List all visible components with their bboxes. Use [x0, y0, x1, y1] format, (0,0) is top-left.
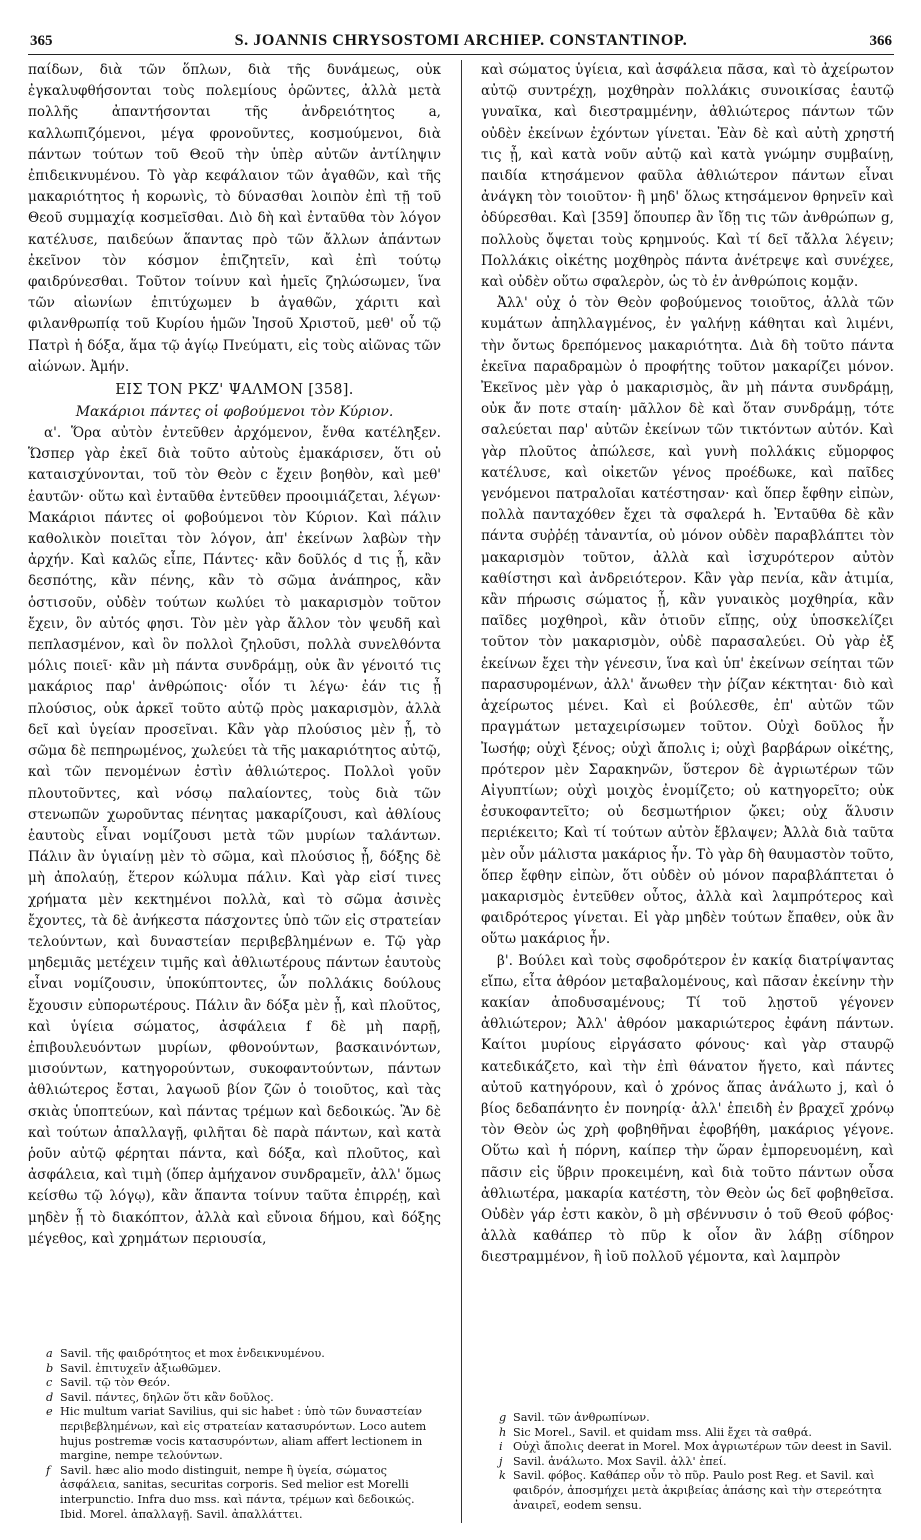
text-columns — [28, 60, 894, 1523]
psalm-verse: Μακάριοι πάντες οἱ φοβούμενοι τὸν Κύριον. — [75, 404, 394, 421]
footnote — [28, 1391, 441, 1406]
left-paragraph-2: α'. Ὅρα αὐτὸν ἐντεῦθεν ἀρχόμενον, ἔνθα κατέληξεν. Ὥσπερ γὰρ ἐκεῖ διὰ τοῦτο αὐτοὺς ἐμακάρισεν, ὅτι οὐ καταισχύνονται, τοῦ τὸν Θεὸν c ἔχειν βοηθὸν, καὶ μεθ' ἑαυτῶν· οὕτω καὶ ἐνταῦθα ἐντεῦθεν προοιμιάζεται, λέγων· Μακάριοι πάντες οἱ φοβούμενοι τὸν Κύριον. Καὶ πάλιν καθολικὸν ποιεῖται τὸν λόγον, ἀπ' ἐκείνων λαβὼν τὴν ἀρχήν. Καὶ καλῶς εἶπε, Πάντες· κἂν δοῦλός d τις ᾖ, κἂν δεσπότης, κἂν πένης, κἂν τὸ σῶμα ἀνάπηρος, κἂν ὁστισοῦν, οὐδὲν τούτων κωλύει τὸ μακαρισμὸν τοῦτον ἔχειν, ὃν αὐτός φησι. Τὸν μὲν γὰρ ἄλλον τὸν ψευδῆ καὶ πεπλασμένον, καὶ ὃν πολλοὶ ζηλοῦσι, πολλὰ συνελθόντα μόλις ποιεῖ· κἂν μὴ πάντα συνδράμῃ, οὐκ ἂν γένοιτό τις μακάριος παρ' ἀνθρώποις· οἷόν τι λέγω· ἐάν τις ᾖ πλούσιος, οὐκ ἀρκεῖ τοῦτο αὐτῷ πρὸς μακαρισμὸν, ἀλλὰ δεῖ καὶ ὑγείαν προσεῖναι. Κἂν γὰρ πλούσιος μὲν ᾖ, τὸ σῶμα δὲ πεπηρωμένος, χωλεύει τὰ τῆς μακαριότητος αὐτῷ, καὶ τῶν πενομένων ἐστὶν ἀθλιώτερος. Πολλοὶ γοῦν πλουτοῦντες, καὶ νόσῳ παλαίοντες, τοὺς διὰ τῶν στενωπῶν χωροῦντας πένητας μακαρίζουσι, καὶ ἀθλίους ἑαυτοὺς εἶναι νομίζουσι μετὰ τῶν μυρίων ταλάντων. Πάλιν ἂν ὑγιαίνῃ μὲν τὸ σῶμα, καὶ πλούσιος ᾖ, δόξης δὲ μὴ ἀπολαύῃ, ἕτερον κώλυμα πάλιν. Καὶ γὰρ εἰσί τινες χρήματα μὲν κεκτημένοι πολλὰ, καὶ τὸ σῶμα ἀσινὲς ἔχοντες, τὰ δὲ ἀνήκεστα πάσχοντες ὑπὸ τῶν εἰς στρατείαν τελούντων, καὶ δυναστείαν περιβεβλημένων e. Τῷ γὰρ μηδεμιᾶς μετέχειν τιμῆς καὶ ἀθλιωτέρους πάντων ἑαυτοὺς εἶναι νομίζουσιν, ὑποκύπτοντες, ὧν πολλάκις δούλους ἔχουσιν εὐπορωτέρους. Πάλιν ἂν δόξα μὲν ᾖ, καὶ πλοῦτος, καὶ ὑγίεια σώματος, ἀσφάλεια f δὲ μὴ παρῇ, ἐπιβουλευόντων μυρίων, φθονούντων, βασκαινόντων, μισούντων, κατηγορούντων, συκοφαντούντων, πάντων ἀθλιώτερος ἔσται, λαγωοῦ βίον ζῶν ὁ τοιοῦτος, καὶ τὰς σκιὰς ὑποπτεύων, καὶ πάντας τρέμων καὶ δεδοικώς. Ἂν δὲ καὶ τούτων ἀπαλλαγῇ, φιλῆται δὲ παρὰ πάντων, καὶ κατὰ ῥοῦν αὐτῷ φέρηται πάντα, καὶ δόξα, καὶ πλοῦτος, καὶ ἀσφάλεια, καὶ τιμὴ (ὅπερ ἀμήχανον συνδραμεῖν, ἀλλ' ὅμως κείσθω τῷ λόγῳ), κἂν ἅπαντα τοίνυν ταῦτα ἐπιρρέῃ, καὶ μηδὲν ᾖ τὸ διακόπτον, ἀλλὰ καὶ εὔνοια δήμου, καὶ δόξης μέγεθος, καὶ χρημάτων περιουσία, — [28, 425, 441, 1247]
footnote-mark: j — [499, 1454, 503, 1468]
left-paragraph-1: παίδων, διὰ τῶν ὅπλων, διὰ τῆς δυνάμεως, οὐκ ἐγκαλυφθήσονται τοὺς πολεμίους ὁρῶντες, ἀλλὰ μετὰ πολλῆς ἀπαντήσονται τῆς ἀνδρειότητος a, καλλωπιζόμενοι, μέγα φρονοῦντες, κοσμούμενοι, διὰ πάντων τούτων τοῦ Θεοῦ τὴν ὑπὲρ αὐτῶν ἀντίληψιν ἐπιδεικνυμένου. Τὸ γὰρ κεφάλαιον τῶν ἀγαθῶν, καὶ τῆς μακαριότητος ἡ κορωνὶς, τὸ δύνασθαι λοιπὸν ἐπὶ τῇ τοῦ Θεοῦ συμμαχίᾳ κοσμεῖσθαι. Διὸ δὴ καὶ ἐνταῦθα τὸν λόγον κατέλυσε, παιδεύων ἅπαντας πρὸ τῶν ἄλλων ἁπάντων ἐκεῖνον τὸν κόσμον ἐπιζητεῖν, καὶ ἐπὶ τούτῳ φαιδρύνεσθαι. Τοῦτον τοίνυν καὶ ἡμεῖς ζηλώσωμεν, ἵνα τῶν αἰωνίων ἐπιτύχωμεν b ἀγαθῶν, χάριτι καὶ φιλανθρωπίᾳ τοῦ Κυρίου ἡμῶν Ἰησοῦ Χριστοῦ, μεθ' οὗ τῷ Πατρὶ ἡ δόξα, ἅμα τῷ ἁγίῳ Πνεύματι, εἰς τοὺς αἰῶνας τῶν αἰώνων. Ἀμήν. — [28, 62, 441, 375]
footnote-text: Hic multum variat Savilius, qui sic habet : ὑπὸ τῶν δυναστείαν περιβεβλημένων, καὶ εἰς στρατείαν κατασυρόντων. Loco autem hujus postremæ vocis κατασυρόντων, aliam affert lectionem in margine, nempe τελούντων. — [60, 1405, 427, 1463]
right-paragraph-1: καὶ σώματος ὑγίεια, καὶ ἀσφάλεια πᾶσα, καὶ τὸ ἀχείρωτον αὐτῷ συντρέχῃ, μοχθηρὰν πολλάκις συνοικίσας ἑαυτῷ γυναῖκα, καὶ διεστραμμένην, ἀθλιώτερος πάντων τῶν οὐδὲν ἐκείνων ἐχόντων γίνεται. Ἐὰν δὲ καὶ αὐτὴ χρηστή τις ᾖ, καὶ κατὰ νοῦν αὐτῷ καὶ κατὰ γνώμην συμβαίνῃ, παιδία κτησάμενον φαῦλα ἀθλιώτερον πάντων εἶναι ἀνάγκη τὸν τοιοῦτον· ἢ μηδ' ὅλως κτησάμενον θρηνεῖν καὶ ὀδύρεσθαι. Καὶ [359] ὅπουπερ ἂν ἴδῃ τις τῶν ἀνθρώπων g, πολλοὺς ὄψεται τοὺς κρημνούς. Καὶ τί δεῖ τἄλλα λέγειν; Πολλάκις οἰκέτης μοχθηρὸς πάντα ἀνέτρεψε καὶ συνέχεε, καὶ οὐδὲν οὕτω σφαλερὸν, ὡς τὸ ἐν ἀνθρώποις κομᾷν. — [481, 62, 894, 291]
footnote-text: Savil. ἐπιτυχεῖν ἀξιωθῶμεν. — [60, 1361, 222, 1375]
right-footnotes — [481, 1411, 894, 1513]
footnote-text: Savil. τῶν ἀνθρωπίνων. — [513, 1411, 650, 1424]
footnote-mark: d — [46, 1390, 54, 1404]
footnote-mark: c — [46, 1376, 53, 1390]
page-number-left: 365 — [30, 32, 53, 49]
footnote — [28, 1362, 441, 1377]
footnote — [28, 1464, 441, 1522]
footnote-text: Sic Morel., Savil. et quidam mss. Alii ἔχει τὰ σαθρά. — [513, 1425, 812, 1439]
footnote — [28, 1347, 441, 1362]
right-column — [481, 60, 894, 1523]
left-column — [28, 60, 441, 1523]
page-number-right: 366 — [869, 32, 892, 49]
running-header — [28, 28, 894, 55]
footnote-text: Savil. ἀνάλωτο. Mox Savil. ἀλλ' ἐπεί. — [513, 1454, 727, 1468]
footnote-mark: h — [499, 1425, 507, 1439]
footnote-text: Savil. τῆς φαιδρότητος et mox ἐνδεικνυμένου. — [60, 1347, 325, 1360]
footnote-mark: i — [499, 1440, 503, 1454]
footnote — [481, 1455, 894, 1470]
footnote-mark: f — [46, 1463, 51, 1477]
footnote-text: Οὐχὶ ἄπολις deerat in Morel. Mox ἀγριωτέρων τῶν deest in Savil. — [513, 1440, 892, 1454]
left-main-text — [28, 60, 441, 1344]
footnote — [481, 1469, 894, 1513]
footnote — [28, 1405, 441, 1463]
footnote-text: Savil. τῷ τὸν Θεόν. — [60, 1376, 171, 1390]
right-main-text — [481, 60, 894, 1404]
footnote-mark: k — [499, 1469, 506, 1483]
psalm-heading: ΕΙΣ ΤΟΝ ΡΚΖ' ΨΑΛΜΟΝ [358]. — [115, 382, 354, 399]
right-paragraph-2: Ἀλλ' οὐχ ὁ τὸν Θεὸν φοβούμενος τοιοῦτος, ἀλλὰ τῶν κυμάτων ἀπηλλαγμένος, ἐν γαλήνῃ κάθηται καὶ λιμένι, τὴν ὄντως δρεπόμενος μακαριότητα. Διὰ δὴ τοῦτο πάντα ἐκεῖνα παραδραμὼν ὁ προφήτης τοῦτον μακαρίζει μόνον. Ἐκεῖνος μὲν γὰρ ὁ μακαρισμὸς, ἂν μὴ πάντα συνδράμῃ, οὐκ ἄν ποτε σταίη· μᾶλλον δὲ καὶ ὅταν συνδράμῃ, τότε σαλεύεται παρ' αὐτῶν ἐκείνων τῶν τικτόντων αὐτόν. Καὶ γὰρ πλοῦτος ἀπώλεσε, καὶ γυνὴ πολλάκις εὔμορφος κατέλυσε, καὶ οἰκετῶν γένος προέδωκε, καὶ παῖδες γενόμενοι πατραλοῖαι κατέστησαν· καὶ ὅπερ ἔφθην εἰπὼν, πολλὰ πανταχόθεν ἔχει τὰ σφαλερά h. Ἐνταῦθα δὲ κἂν πάντα συῤῥέῃ τἀναντία, οὐ μόνον οὐδὲν παραβλάπτει τὸν μακαρισμὸν τοῦτον, ἀλλὰ καὶ ἰσχυρότερον αὐτὸν καθίστησι καὶ ἀνδρειότερον. Κἂν γὰρ πενία, κἂν ἀτιμία, κἂν πήρωσις σώματος ᾖ, κἂν γυναικὸς μοχθηρία, κἂν παῖδες μοχθηροὶ, κἂν ὁτιοῦν εἴπῃς, οὐχ ὑποσκελίζει τοῦτον τὸν μακαρισμὸν, οὐδὲ παρασαλεύει. Οὐ γὰρ ἐξ ἐκείνων ἔχει τὴν γένεσιν, ἵνα καὶ ὑπ' ἐκείνων σείηται τῶν παρασυρομένων, ἀλλ' ἄνωθεν τὴν ῥίζαν κέκτηται· διὸ καὶ ἀχείρωτος μένει. Καὶ εἰ βούλεσθε, ἐπ' αὐτῶν τῶν πραγμάτων μεταχειρίσωμεν τοῦτον. Οὐχὶ δοῦλος ἦν Ἰωσήφ; οὐχὶ ξένος; οὐχὶ ἄπολις i; οὐχὶ βαρβάρων οἰκέτης, πρότερον μὲν Σαρακηνῶν, ὕστερον δὲ ἀγριωτέρων τῶν Αἰγυπτίων; οὐχὶ μοιχὸς ἐνομίζετο; οὐ κατηγορεῖτο; οὐκ ἐσυκοφαντεῖτο; οὐ δεσμωτήριον ᾤκει; οὐχ ἅλυσιν περιέκειτο; Καὶ τί τούτων αὐτὸν ἔβλαψεν; Ἀλλὰ διὰ ταῦτα μὲν οὖν μάλιστα μακάριος ἦν. Τὸ γὰρ δὴ θαυμαστὸν τοῦτο, ὅπερ ἔφθην εἰπὼν, ὅτι οὐδὲν οὐ μόνον παραβλάπτεται ὁ μακαρισμὸς ἐντεῦθεν οὗτος, ἀλλὰ καὶ λαμπρότερος καὶ φαιδρότερος γίνεται. Εἰ γὰρ μηδὲν τούτων ἔπαθεν, οὐκ ἂν οὕτω μακάριος ἦν. — [481, 295, 894, 948]
footnote-text: Savil. hæc alio modo distinguit, nempe ἢ ὑγεία, σώματος ἀσφάλεια, sanitas, securitas corporis. Sed melior est Morelli interpunctio. Infra duo mss. καὶ πάντα, τρέμων καὶ δεδοικώς. Ibid. Morel. ἀπαλλαγῇ. Savil. ἀπαλλάττει. — [60, 1463, 415, 1521]
footnote — [481, 1426, 894, 1441]
right-paragraph-3: β'. Βούλει καὶ τοὺς σφοδρότερον ἐν κακίᾳ διατρίψαντας εἴπω, εἶτα ἀθρόον μεταβαλομένους, καὶ πᾶσαν ἐκείνην τὴν κακίαν ἀποδυσαμένους; Τί τοῦ λῃστοῦ γέγονεν ἀθλιώτερον; Ἀλλ' ἀθρόον μακαριώτερος ἐφάνη πάντων. Καίτοι μυρίους εἰργάσατο φόνους· καὶ γὰρ σταυρῷ κατεδικάζετο, καὶ τὴν ἐπὶ θάνατον ἤγετο, καὶ πάντες αὐτοῦ κατηγόρουν, καὶ ὁ χρόνος ἅπας ἀνάλωτο j, καὶ ὁ βίος δεδαπάνητο ἐν πονηρίᾳ· ἀλλ' ἐπειδὴ ἐν βραχεῖ χρόνῳ τὸν Θεὸν ὡς χρὴ φοβηθῆναι ἐφοβήθη, μακάριος γέγονε. Οὕτω καὶ ἡ πόρνη, καίπερ τὴν ὥραν ἐμπορευομένη, καὶ πᾶσιν εἰς ὕβριν προκειμένη, καὶ διὰ τοῦτο πάντων οὖσα ἀθλιωτέρα, μακαρία κατέστη, τὸν Θεὸν ὡς δεῖ φοβηθεῖσα. Οὐδὲν γάρ ἐστι κακὸν, ὃ μὴ σβέννυσιν ὁ τοῦ Θεοῦ φόβος· ἀλλὰ καθάπερ τὸ πῦρ k οἷον ἂν λάβῃ σίδηρον διεστραμμένον, ἢ ἰοῦ πολλοῦ γέμοντα, καὶ λαμπρὸν — [481, 952, 894, 1266]
left-footnotes — [28, 1347, 441, 1522]
footnote-text: Savil. φόβος. Καθάπερ οὖν τὸ πῦρ. Paulo post Reg. et Savil. καὶ φαιδρόν, ἀποσμήχει μετὰ ἀκριβείας ἁπάσης καὶ τὴν στερεότητα ἀναιρεῖ, eodem sensu. — [513, 1469, 882, 1512]
footnote-text: Savil. πάντες, δηλῶν ὅτι κἂν δοῦλος. — [60, 1390, 274, 1404]
column-divider — [461, 60, 462, 1523]
footnote-mark: b — [46, 1361, 54, 1375]
footnote — [28, 1376, 441, 1391]
footnote — [481, 1411, 894, 1426]
footnote-mark: a — [46, 1347, 53, 1360]
footnote-mark: e — [46, 1405, 53, 1419]
running-title: S. JOANNIS CHRYSOSTOMI ARCHIEP. CONSTANTINOP. — [234, 32, 688, 49]
page — [28, 28, 894, 1523]
footnote-mark: g — [499, 1411, 507, 1424]
footnote — [481, 1440, 894, 1455]
